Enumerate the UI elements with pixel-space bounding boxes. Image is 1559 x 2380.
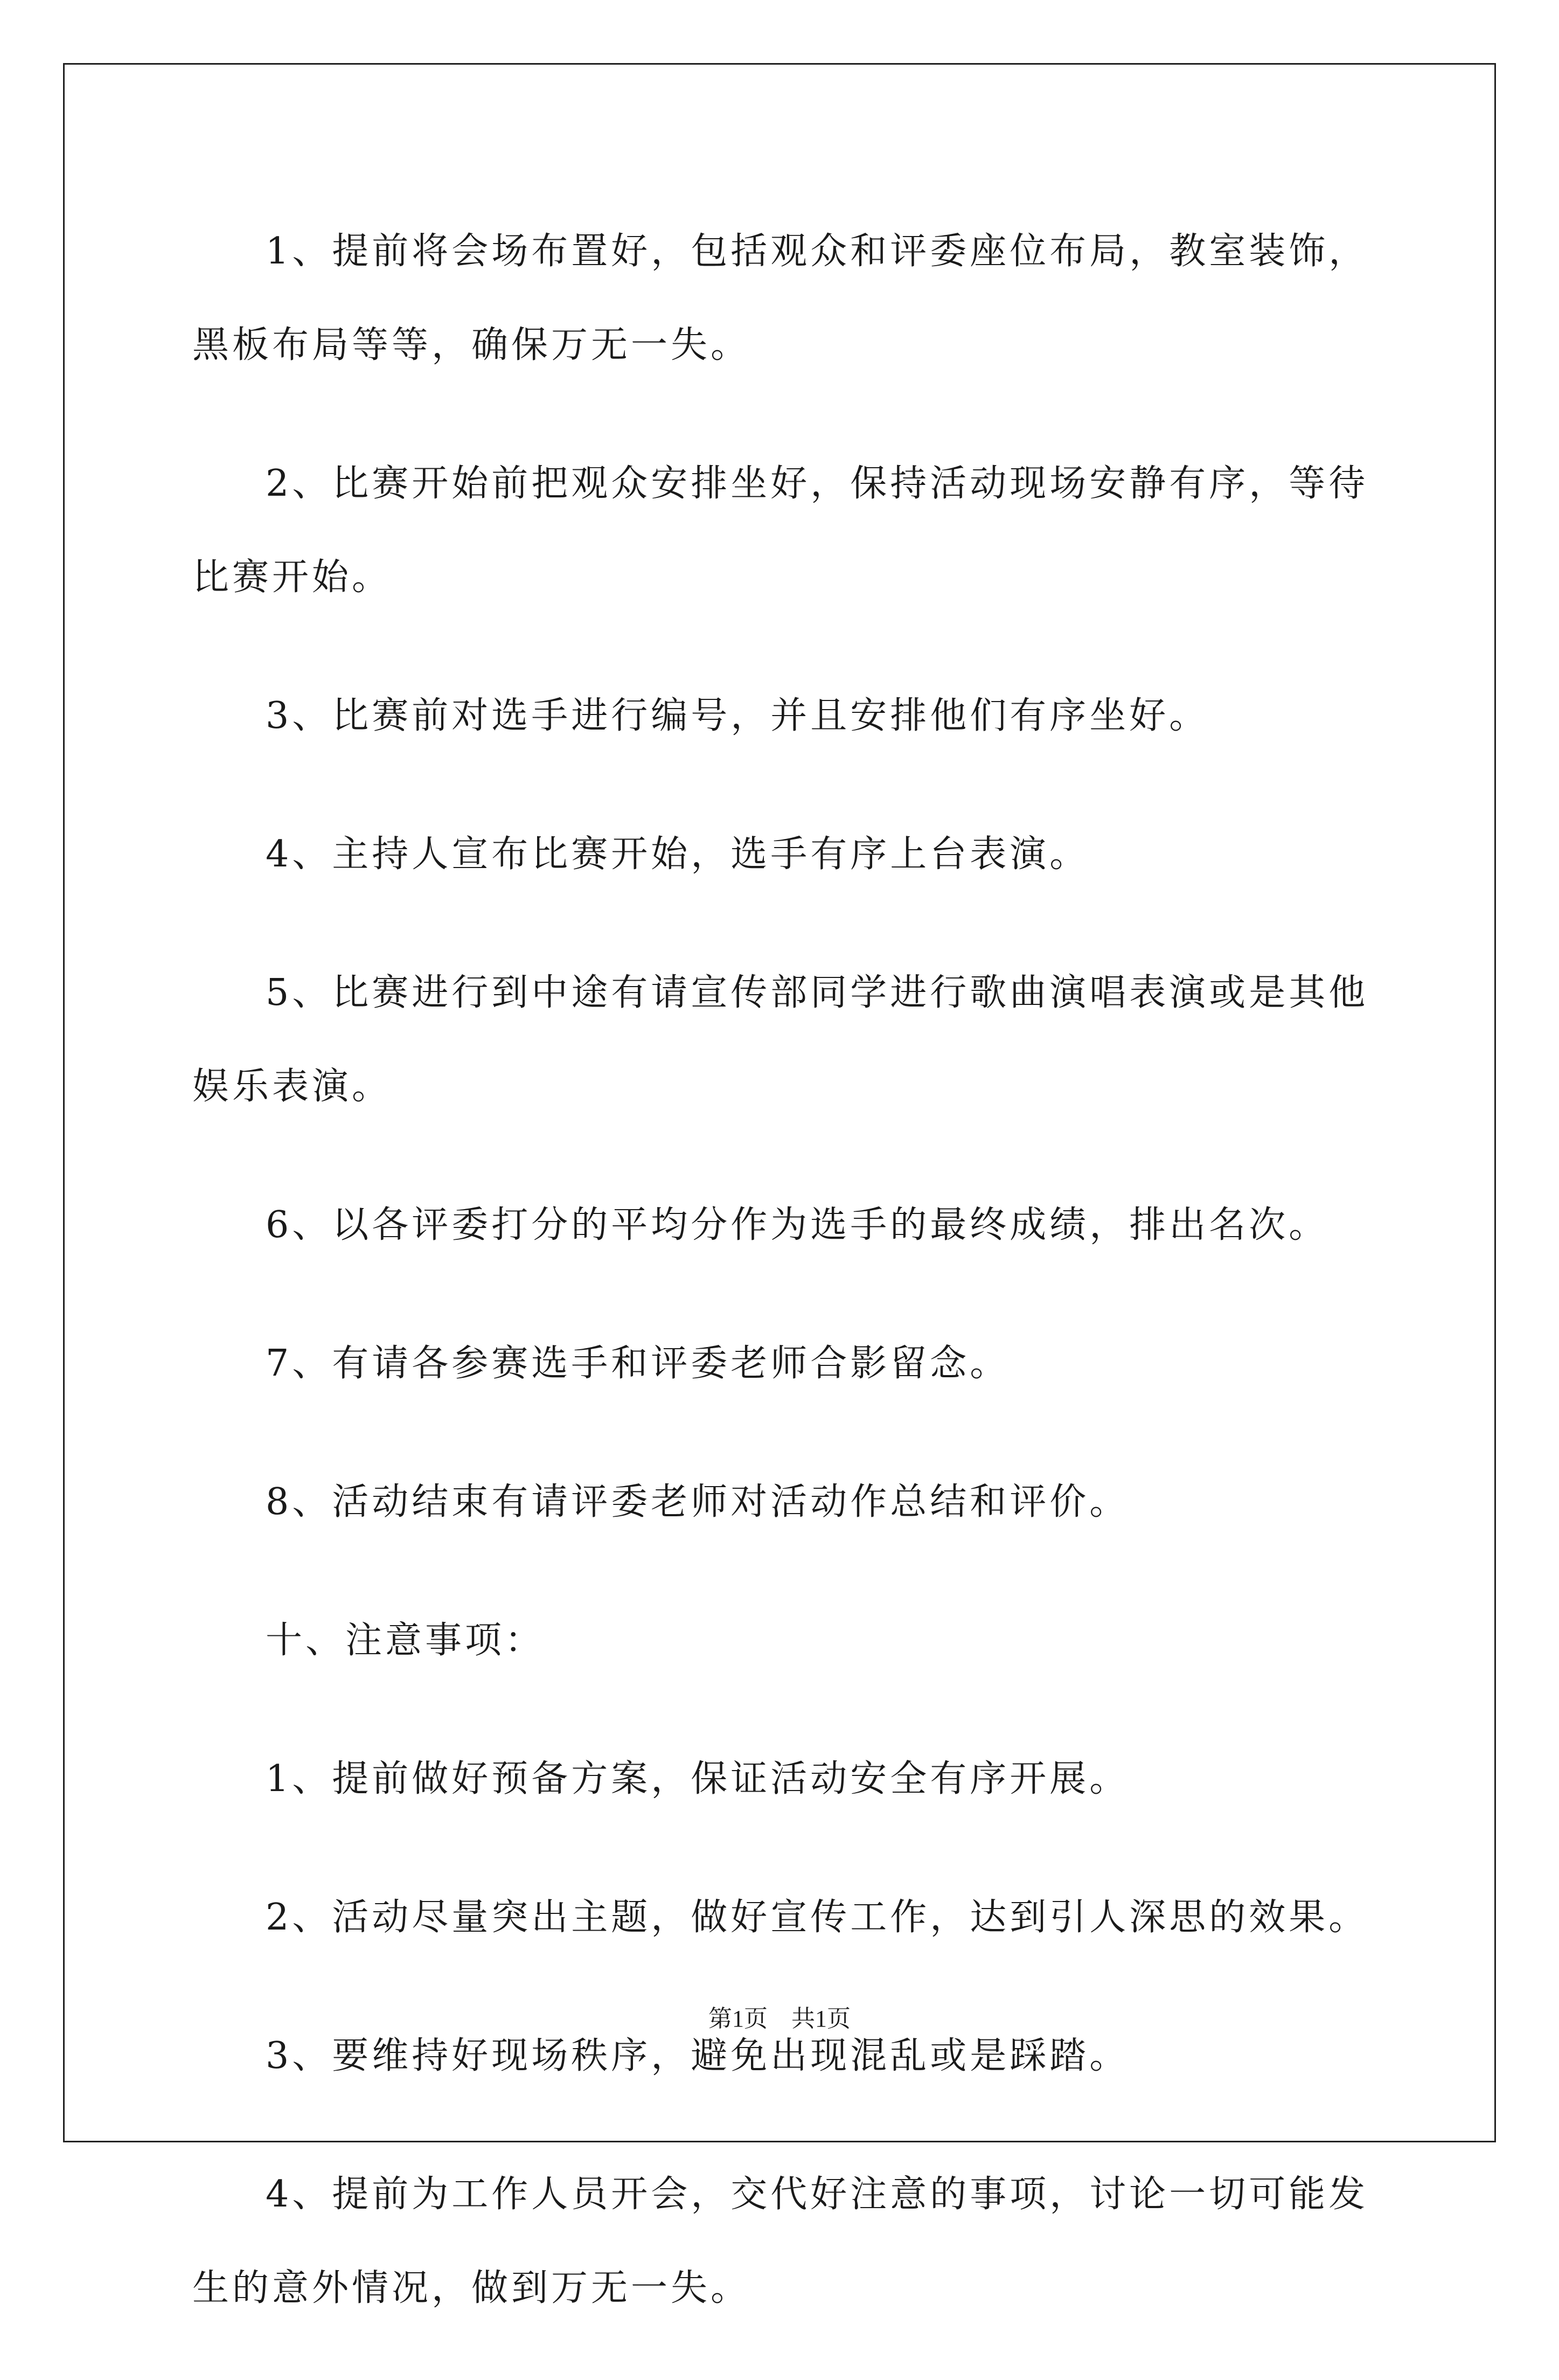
page-number-footer: 第1页 共1页 — [708, 2006, 851, 2032]
paragraph-note-4: 4、提前为工作人员开会，交代好注意的事项，讨论一切可能发生的意外情况，做到万无一失。 — [192, 2173, 1369, 2309]
paragraph-step-5: 5、比赛进行到中途有请宣传部同学进行歌曲演唱表演或是其他娱乐表演。 — [192, 972, 1369, 1108]
paragraph-note-2: 2、活动尽量突出主题，做好宣传工作，达到引人深思的效果。 — [266, 1896, 1369, 1939]
paragraph-step-4: 4、主持人宣布比赛开始，选手有序上台表演。 — [266, 833, 1090, 876]
section-heading-notes: 十、注意事项： — [266, 1619, 545, 1662]
paragraph-step-7: 7、有请各参赛选手和评委老师合影留念。 — [266, 1342, 1010, 1385]
paragraph-note-1: 1、提前做好预备方案，保证活动安全有序开展。 — [266, 1758, 1130, 1800]
paragraph-note-3: 3、要维持好现场秩序，避免出现混乱或是踩踏。 — [266, 2035, 1130, 2077]
paragraph-step-8: 8、活动结束有请评委老师对活动作总结和评价。 — [266, 1481, 1130, 1523]
document-body — [192, 205, 1372, 2380]
paragraph-step-6: 6、以各评委打分的平均分作为选手的最终成绩，排出名次。 — [266, 1204, 1329, 1246]
paragraph-step-2: 2、比赛开始前把观众安排坐好，保持活动现场安静有序，等待比赛开始。 — [192, 462, 1369, 599]
paragraph-step-1: 1、提前将会场布置好，包括观众和评委座位布局，教室装饰，黑板布局等等，确保万无一失。 — [192, 230, 1369, 366]
paragraph-step-3: 3、比赛前对选手进行编号，并且安排他们有序坐好。 — [266, 695, 1209, 737]
